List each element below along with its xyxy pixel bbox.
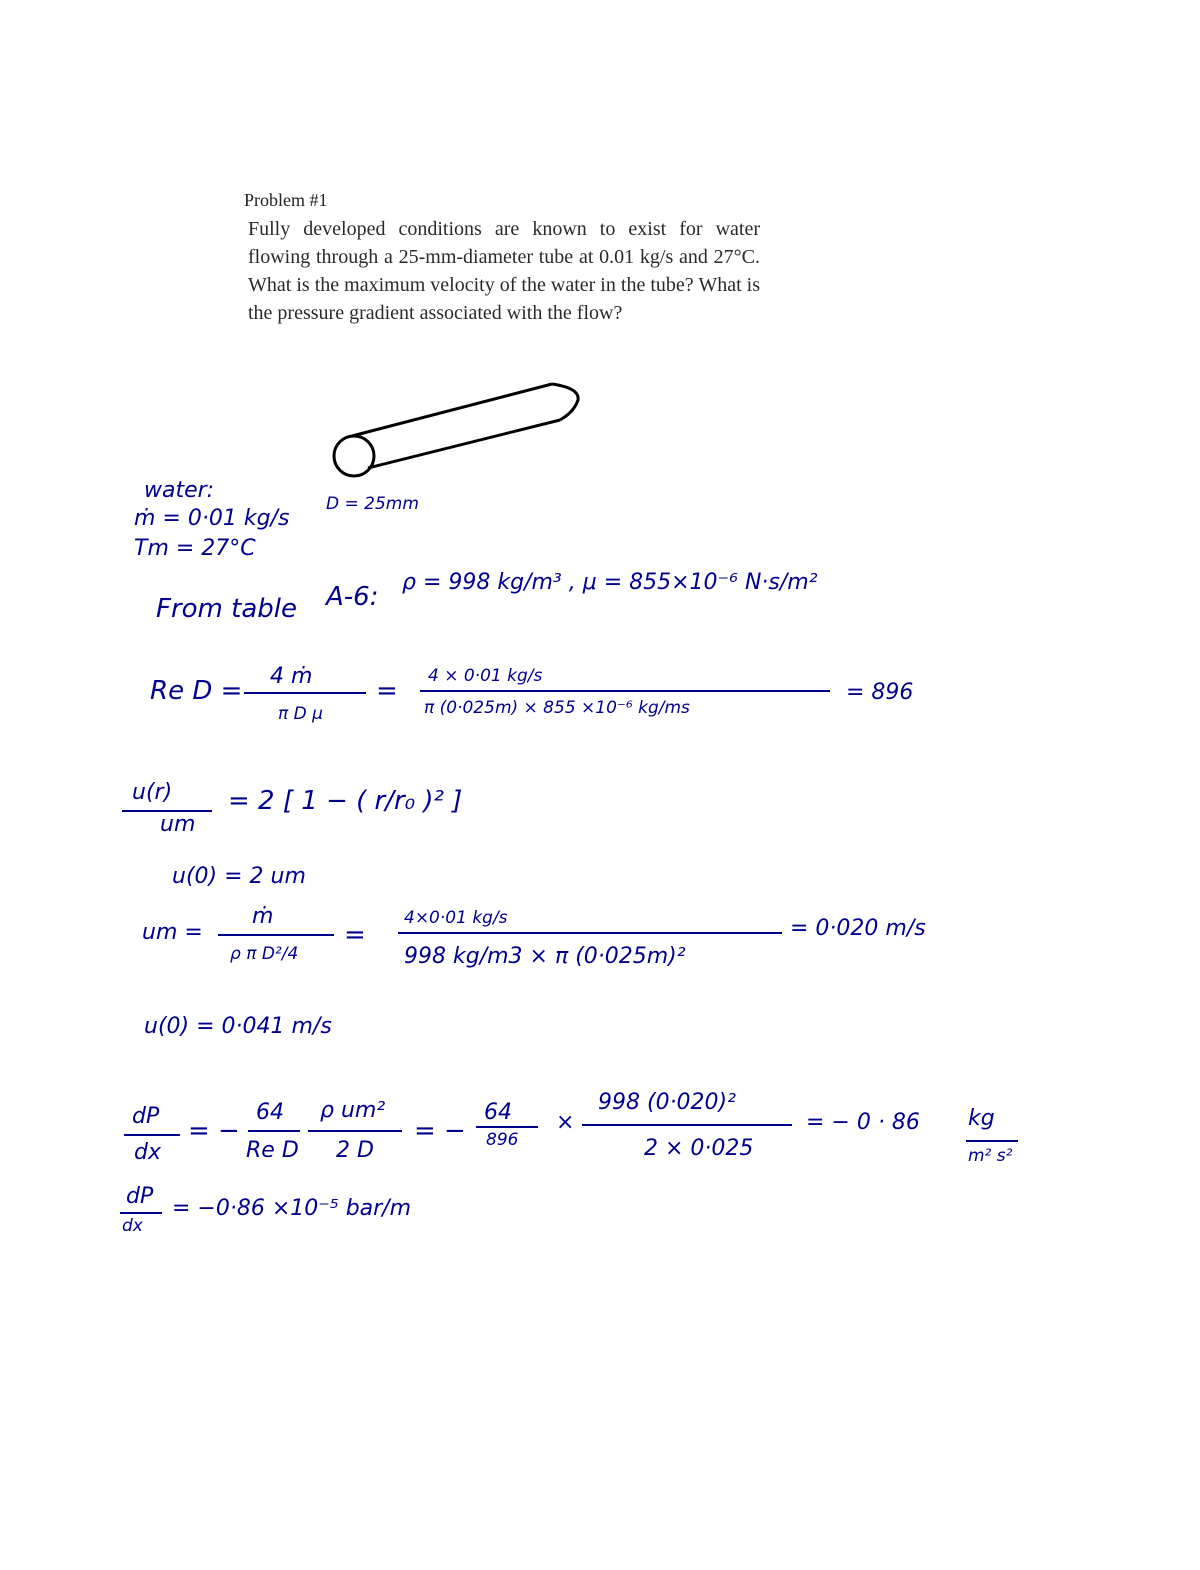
final-lhs-bar bbox=[120, 1212, 162, 1214]
given-mass-flow: ṁ = 0·01 kg/s bbox=[134, 506, 290, 531]
velocity-profile-den: um bbox=[160, 812, 196, 837]
given-diameter: D = 25mm bbox=[326, 494, 419, 514]
pressure-gradient-lhs-den: dx bbox=[134, 1140, 161, 1165]
centerline-velocity-result: u(0) = 0·041 m/s bbox=[144, 1014, 332, 1039]
pressure-gradient-den1: Re D bbox=[246, 1138, 299, 1163]
pressure-gradient-num4: 998 (0·020)² bbox=[598, 1090, 736, 1115]
properties-values: ρ = 998 kg/m³ , μ = 855×10⁻⁶ N·s/m² bbox=[402, 570, 818, 595]
pressure-gradient-bar-3 bbox=[476, 1126, 538, 1128]
final-lhs-den: dx bbox=[122, 1216, 143, 1236]
tube-bottom-edge bbox=[368, 420, 560, 468]
pressure-gradient-num1: 64 bbox=[256, 1100, 284, 1125]
reynolds-fraction-bar-2 bbox=[420, 690, 830, 692]
tube-end-circle bbox=[334, 436, 374, 476]
properties-table-label: A-6: bbox=[326, 582, 379, 612]
pressure-gradient-bar-4 bbox=[582, 1124, 792, 1126]
problem-title: Problem #1 bbox=[244, 190, 328, 210]
reynolds-num2: 4 × 0·01 kg/s bbox=[428, 666, 543, 686]
reynolds-fraction-bar-1 bbox=[244, 692, 366, 694]
mean-velocity-den1: ρ π D²/4 bbox=[230, 944, 299, 964]
reynolds-den1: π D μ bbox=[278, 704, 323, 724]
mean-velocity-lhs: um = bbox=[142, 920, 203, 945]
pressure-gradient-eq1: = − bbox=[188, 1116, 240, 1146]
pressure-gradient-den2: 2 D bbox=[336, 1138, 374, 1163]
reynolds-num1: 4 ṁ bbox=[270, 664, 313, 689]
pressure-gradient-num3: 64 bbox=[484, 1100, 512, 1125]
given-temperature: Tm = 27°C bbox=[134, 536, 256, 561]
pressure-gradient-unit-bar bbox=[966, 1140, 1018, 1142]
pressure-gradient-eq2: = − bbox=[414, 1116, 466, 1146]
mean-velocity-bar-1 bbox=[218, 934, 334, 936]
pressure-gradient-bar-2 bbox=[308, 1130, 402, 1132]
mean-velocity-num1: ṁ bbox=[252, 904, 274, 929]
pressure-gradient-den3: 896 bbox=[486, 1130, 519, 1150]
centerline-relation: u(0) = 2 um bbox=[172, 864, 306, 889]
pressure-gradient-result: = − 0 · 86 bbox=[806, 1110, 920, 1135]
problem-statement: Fully developed conditions are known to exist for water flowing through a 25-mm-diameter tube at 0.01 kg/s and 27°C. What is the maximum velocity of the water in the tube? What is the pressure gradient associated with the flow? bbox=[248, 218, 760, 324]
mean-velocity-bar-2 bbox=[398, 932, 782, 934]
pressure-gradient-lhs-num: dP bbox=[132, 1104, 160, 1129]
final-lhs-num: dP bbox=[126, 1184, 154, 1209]
pressure-gradient-unit-den: m² s² bbox=[968, 1146, 1013, 1166]
final-rhs: = −0·86 ×10⁻⁵ bar/m bbox=[172, 1196, 412, 1221]
reynolds-lhs: Re D = bbox=[150, 676, 243, 706]
tube-sketch bbox=[328, 378, 588, 483]
velocity-profile-rhs: = 2 [ 1 − ( r/r₀ )² ] bbox=[228, 786, 463, 816]
pressure-gradient-den4: 2 × 0·025 bbox=[644, 1136, 754, 1161]
reynolds-result: = 896 bbox=[846, 680, 914, 705]
reynolds-eq1: = bbox=[376, 676, 398, 706]
velocity-profile-num: u(r) bbox=[132, 780, 173, 805]
mean-velocity-eq1: = bbox=[344, 920, 366, 950]
pressure-gradient-num2: ρ um² bbox=[320, 1098, 386, 1123]
properties-from-label: From table bbox=[156, 594, 297, 624]
pressure-gradient-unit-num: kg bbox=[968, 1106, 995, 1131]
tube-far-end bbox=[552, 384, 578, 420]
pressure-gradient-lhs-bar bbox=[124, 1134, 180, 1136]
mean-velocity-den2: 998 kg/m3 × π (0·025m)² bbox=[404, 944, 686, 969]
reynolds-den2: π (0·025m) × 855 ×10⁻⁶ kg/ms bbox=[424, 698, 690, 718]
pressure-gradient-bar-1 bbox=[248, 1130, 300, 1132]
mean-velocity-num2: 4×0·01 kg/s bbox=[404, 908, 508, 928]
mean-velocity-result: = 0·020 m/s bbox=[790, 916, 926, 941]
pressure-gradient-times: × bbox=[556, 1110, 575, 1135]
given-label: water: bbox=[144, 478, 215, 503]
